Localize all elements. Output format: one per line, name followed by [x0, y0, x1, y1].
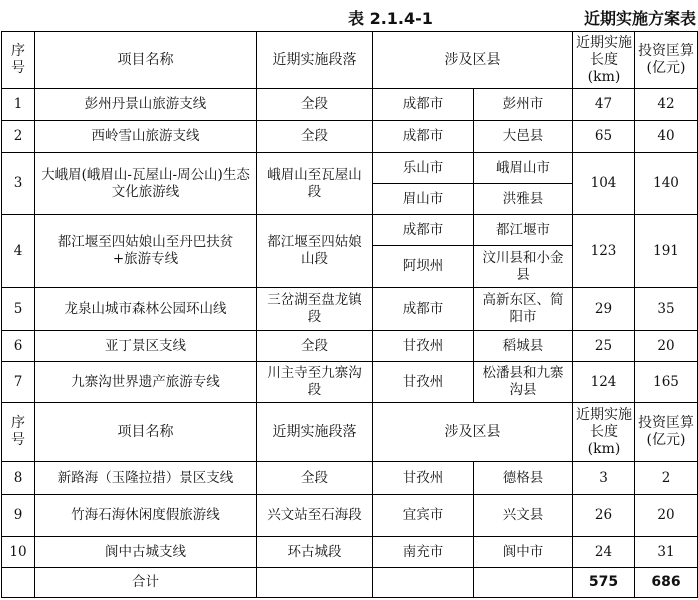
row-county: 彭州市: [474, 89, 573, 121]
row-city: 眉山市: [373, 184, 474, 215]
row-project-name: 竹海石海休闲度假旅游线: [35, 495, 257, 537]
table-row: [2, 215, 698, 246]
row-county: 德格县: [474, 462, 573, 495]
row-investment: 35: [635, 288, 698, 331]
row-project-name: 西岭雪山旅游支线: [35, 121, 257, 153]
table-row: [2, 462, 698, 495]
header-project-name: 项目名称: [35, 32, 257, 89]
row-investment: 20: [635, 495, 698, 537]
row-index: 6: [2, 331, 35, 362]
row-length: 47: [573, 89, 635, 121]
row-city: 甘孜州: [373, 331, 474, 362]
row-city: 成都市: [373, 89, 474, 121]
row-investment: 40: [635, 121, 698, 153]
table-row: [2, 362, 698, 403]
row-project-name: 都江堰至四姑娘山至丹巴扶贫+旅游专线: [35, 215, 257, 288]
implementation-plan-table: [1, 31, 698, 598]
row-index: 1: [2, 89, 35, 121]
row-length: 3: [573, 462, 635, 495]
row-city: 成都市: [373, 121, 474, 153]
row-county: 大邑县: [474, 121, 573, 153]
row-segment: 峨眉山至瓦屋山段: [257, 153, 373, 215]
total-length: 575: [573, 568, 635, 598]
row-investment: 2: [635, 462, 698, 495]
row-project-name: 九寨沟世界遗产旅游专线: [35, 362, 257, 403]
total-blank-index: [2, 568, 35, 598]
row-investment: 191: [635, 215, 698, 288]
row-project-name: 新路海（玉隆拉措）景区支线: [35, 462, 257, 495]
row-length: 104: [573, 153, 635, 215]
total-label: 合计: [35, 568, 257, 598]
row-length: 29: [573, 288, 635, 331]
total-blank-county: [474, 568, 573, 598]
table-row: [2, 121, 698, 153]
header-investment: 投资匡算(亿元): [635, 403, 698, 462]
row-segment: 全段: [257, 331, 373, 362]
row-investment: 20: [635, 331, 698, 362]
row-county: 洪雅县: [474, 184, 573, 215]
row-project-name: 彭州丹景山旅游支线: [35, 89, 257, 121]
header-project-name: 项目名称: [35, 403, 257, 462]
row-investment: 165: [635, 362, 698, 403]
row-project-name: 亚丁景区支线: [35, 331, 257, 362]
row-project-name: 龙泉山城市森林公园环山线: [35, 288, 257, 331]
row-project-name: 阆中古城支线: [35, 537, 257, 568]
header-segment: 近期实施段落: [257, 32, 373, 89]
row-city: 阿坝州: [373, 246, 474, 288]
row-length: 124: [573, 362, 635, 403]
header-index: 序号: [2, 32, 35, 89]
row-county: 稻城县: [474, 331, 573, 362]
table-row: [2, 537, 698, 568]
row-county: 峨眉山市: [474, 153, 573, 184]
header-region: 涉及区县: [373, 403, 573, 462]
row-investment: 42: [635, 89, 698, 121]
row-segment: 全段: [257, 89, 373, 121]
row-index: 10: [2, 537, 35, 568]
row-segment: 都江堰至四姑娘山段: [257, 215, 373, 288]
row-investment: 140: [635, 153, 698, 215]
row-city: 宜宾市: [373, 495, 474, 537]
total-row: [2, 568, 698, 598]
row-index: 2: [2, 121, 35, 153]
total-blank-city: [373, 568, 474, 598]
row-county: 阆中市: [474, 537, 573, 568]
row-segment: 三岔湖至盘龙镇段: [257, 288, 373, 331]
row-county: 兴文县: [474, 495, 573, 537]
table-title: 近期实施方案表: [583, 9, 696, 28]
row-county: 松潘县和九寨沟县: [474, 362, 573, 403]
row-length: 26: [573, 495, 635, 537]
row-length: 25: [573, 331, 635, 362]
row-segment: 全段: [257, 121, 373, 153]
row-county: 都江堰市: [474, 215, 573, 246]
table-row: [2, 495, 698, 537]
table-row: [2, 89, 698, 121]
header-length: 近期实施长度(km): [573, 32, 635, 89]
row-county: 汶川县和小金县: [474, 246, 573, 288]
header-index: 序号: [2, 403, 35, 462]
row-index: 5: [2, 288, 35, 331]
row-city: 乐山市: [373, 153, 474, 184]
header-segment: 近期实施段落: [257, 403, 373, 462]
row-index: 8: [2, 462, 35, 495]
row-city: 甘孜州: [373, 462, 474, 495]
row-county: 高新东区、简阳市: [474, 288, 573, 331]
header-length: 近期实施长度(km): [573, 403, 635, 462]
row-project-name: 大峨眉(峨眉山-瓦屋山-周公山)生态文化旅游线: [35, 153, 257, 215]
table-number: 表 2.1.4-1: [348, 9, 433, 28]
row-index: 3: [2, 153, 35, 215]
row-segment: 兴文站至石海段: [257, 495, 373, 537]
row-index: 4: [2, 215, 35, 288]
row-length: 123: [573, 215, 635, 288]
row-city: 成都市: [373, 215, 474, 246]
row-segment: 全段: [257, 462, 373, 495]
header-row: [2, 32, 698, 89]
header-row-repeat: [2, 403, 698, 462]
row-city: 南充市: [373, 537, 474, 568]
total-investment: 686: [635, 568, 698, 598]
table-row: [2, 288, 698, 331]
table-row: [2, 153, 698, 184]
row-segment: 川主寺至九寨沟段: [257, 362, 373, 403]
total-blank-segment: [257, 568, 373, 598]
row-length: 65: [573, 121, 635, 153]
row-segment: 环古城段: [257, 537, 373, 568]
row-index: 9: [2, 495, 35, 537]
row-index: 7: [2, 362, 35, 403]
row-investment: 31: [635, 537, 698, 568]
header-region: 涉及区县: [373, 32, 573, 89]
row-city: 甘孜州: [373, 362, 474, 403]
row-length: 24: [573, 537, 635, 568]
header-investment: 投资匡算(亿元): [635, 32, 698, 89]
table-row: [2, 331, 698, 362]
row-city: 成都市: [373, 288, 474, 331]
